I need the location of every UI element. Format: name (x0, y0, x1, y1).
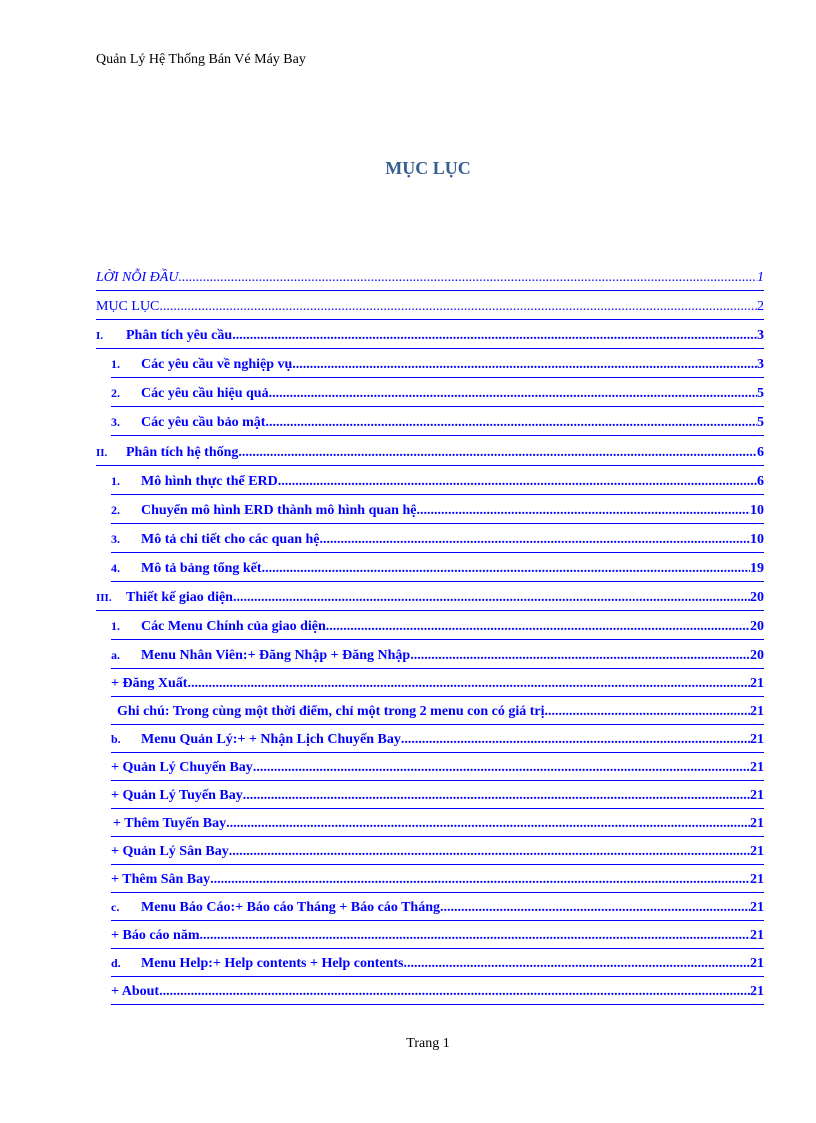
page-title: MỤC LỤC (385, 158, 471, 178)
toc-entry-manage-airports[interactable]: + Quản Lý Sân Bay ..... 21 (111, 844, 764, 865)
toc-entry-add-airport[interactable]: + Thêm Sân Bay ..... 21 (111, 872, 764, 893)
toc-entry-2-4[interactable]: 4. Mô tả bảng tổng kết ..... 19 (111, 561, 764, 582)
toc-entry-manage-routes[interactable]: + Quản Lý Tuyến Bay ..... 21 (111, 788, 764, 809)
toc-entry-3-c[interactable]: c. Menu Báo Cáo:+ Báo cáo Tháng + Báo cáo Tháng ..... 21 (111, 900, 764, 921)
toc-entry-1-3[interactable]: 3. Các yêu cầu bảo mật ..... 5 (111, 415, 764, 436)
toc-entry-1-2[interactable]: 2. Các yêu cầu hiệu quả ..... 5 (111, 386, 764, 407)
toc-entry-contents[interactable]: MỤC LỤC ..... 2 (96, 299, 764, 320)
toc-entry-logout[interactable]: + Đăng Xuất ..... 21 (111, 676, 764, 697)
toc-entry-1-1[interactable]: 1. Các yêu cầu về nghiệp vụ ..... 3 (111, 357, 764, 378)
page-footer: Trang 1 (406, 1036, 450, 1051)
toc-entry-manage-flights[interactable]: + Quản Lý Chuyến Bay ..... 21 (111, 760, 764, 781)
toc-entry-section-2[interactable]: II. Phân tích hệ thống ..... 6 (96, 445, 764, 466)
toc-entry-2-2[interactable]: 2. Chuyển mô hình ERD thành mô hình quan hệ ..... 10 (111, 503, 764, 524)
toc-entry-3-a[interactable]: a. Menu Nhân Viên:+ Đăng Nhập + Đăng Nhập ..... 20 (111, 648, 764, 669)
toc-entry-section-1[interactable]: I. Phân tích yêu cầu ..... 3 (96, 328, 764, 349)
toc-entry-section-3[interactable]: III. Thiết kế giao diện ..... 20 (96, 590, 764, 611)
toc-entry-about[interactable]: + About ..... 21 (111, 984, 764, 1005)
toc-entry-add-route[interactable]: + Thêm Tuyến Bay ..... 21 (111, 816, 764, 837)
toc-entry-2-3[interactable]: 3. Mô tả chi tiết cho các quan hệ ..... 10 (111, 532, 764, 553)
toc-entry-3-d[interactable]: d. Menu Help:+ Help contents + Help contents ..... 21 (111, 956, 764, 977)
toc-entry-preface[interactable]: LỜI NỖI ĐẦU ..... 1 (96, 270, 764, 291)
toc-entry-yearly-report[interactable]: + Báo cáo năm ..... 21 (111, 928, 764, 949)
toc-entry-note[interactable]: Ghi chú: Trong cùng một thời điểm, chỉ một trong 2 menu con có giá trị ..... 21 (111, 704, 764, 725)
toc-entry-3-b[interactable]: b. Menu Quản Lý:+ + Nhận Lịch Chuyến Bay ..... 21 (111, 732, 764, 753)
page-header: Quản Lý Hệ Thống Bán Vé Máy Bay (96, 52, 306, 67)
toc-entry-3-1[interactable]: 1. Các Menu Chính của giao diện ..... 20 (111, 619, 764, 640)
toc-entry-2-1[interactable]: 1. Mô hình thực thể ERD ..... 6 (111, 474, 764, 495)
